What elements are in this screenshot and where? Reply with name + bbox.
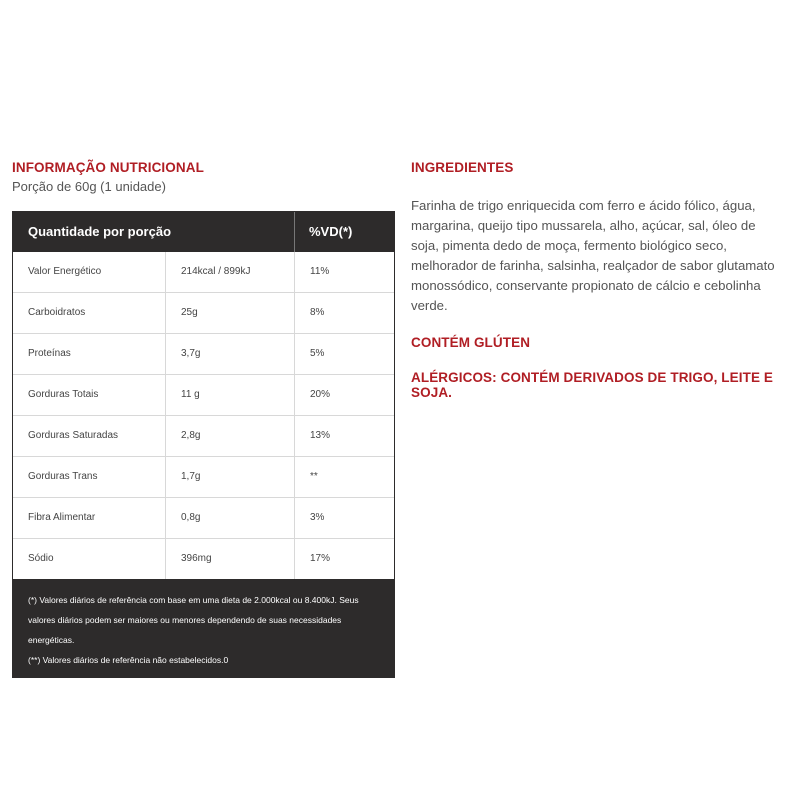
header-amount: Quantidade por porção bbox=[13, 212, 295, 252]
nutrition-title: INFORMAÇÃO NUTRICIONAL bbox=[12, 160, 204, 175]
nutrient-amount: 25g bbox=[166, 293, 295, 333]
nutrient-dv: ** bbox=[310, 471, 318, 482]
nutrient-name: Carboidratos bbox=[13, 293, 166, 333]
nutrient-name: Gorduras Saturadas bbox=[13, 416, 166, 456]
gluten-warning: CONTÉM GLÚTEN bbox=[411, 335, 531, 350]
table-body bbox=[13, 252, 394, 579]
table-row bbox=[13, 374, 394, 415]
nutrient-dv: 13% bbox=[310, 430, 331, 441]
nutrient-dv: 17% bbox=[310, 553, 331, 564]
nutrient-dv: 20% bbox=[310, 389, 331, 400]
nutrient-amount: 3,7g bbox=[166, 334, 295, 374]
nutrient-dv: 11% bbox=[310, 266, 330, 277]
ingredients-text: Farinha de trigo enriquecida com ferro e ácido fólico, água, margarina, queijo tipo mussarela, alho, açúcar, sal, óleo de soja, pimenta dedo de moça, fermento biológico seco, melhorador de farinha, salsinha, realçador de sabor glutamato monossódico, conservante propionato de cálcio e cebolinha verde. bbox=[411, 198, 775, 313]
table-row bbox=[13, 497, 394, 538]
footnote-not-established: (**) Valores diários de referência não estabelecidos.0 bbox=[28, 655, 229, 665]
footnote-reference-values: (*) Valores diários de referência com base em uma dieta de 2.000kcal ou 8.400kJ. Seus valores diários podem ser maiores ou menores dependendo de suas necessidades energéticas. bbox=[28, 595, 359, 645]
nutrient-dv: 8% bbox=[310, 307, 325, 318]
nutrition-table bbox=[12, 211, 395, 678]
nutrient-amount: 2,8g bbox=[166, 416, 295, 456]
nutrient-name: Gorduras Totais bbox=[13, 375, 166, 415]
table-row bbox=[13, 538, 394, 579]
header-dv: %VD(*) bbox=[309, 224, 353, 239]
nutrient-name: Valor Energético bbox=[13, 252, 166, 292]
table-row bbox=[13, 333, 394, 374]
nutrient-amount: 11 g bbox=[166, 375, 295, 415]
table-row bbox=[13, 252, 394, 292]
table-row bbox=[13, 292, 394, 333]
nutrient-amount: 1,7g bbox=[166, 457, 295, 497]
nutrient-name: Proteínas bbox=[13, 334, 166, 374]
allergens-warning: ALÉRGICOS: CONTÉM DERIVADOS DE TRIGO, LEITE E SOJA. bbox=[411, 370, 774, 400]
table-header bbox=[13, 212, 394, 252]
table-row bbox=[13, 415, 394, 456]
nutrient-name: Gorduras Trans bbox=[13, 457, 166, 497]
nutrient-amount: 0,8g bbox=[166, 498, 295, 538]
portion-size: Porção de 60g (1 unidade) bbox=[12, 179, 166, 194]
nutrient-dv: 3% bbox=[310, 512, 325, 523]
nutrient-name: Fibra Alimentar bbox=[13, 498, 166, 538]
table-footnotes bbox=[13, 579, 394, 677]
nutrient-name: Sódio bbox=[13, 539, 166, 579]
ingredients-title: INGREDIENTES bbox=[411, 160, 514, 175]
nutrient-dv: 5% bbox=[310, 348, 325, 359]
table-row bbox=[13, 456, 394, 497]
nutrient-amount: 396mg bbox=[166, 539, 295, 579]
nutrient-amount: 214kcal / 899kJ bbox=[166, 252, 295, 292]
